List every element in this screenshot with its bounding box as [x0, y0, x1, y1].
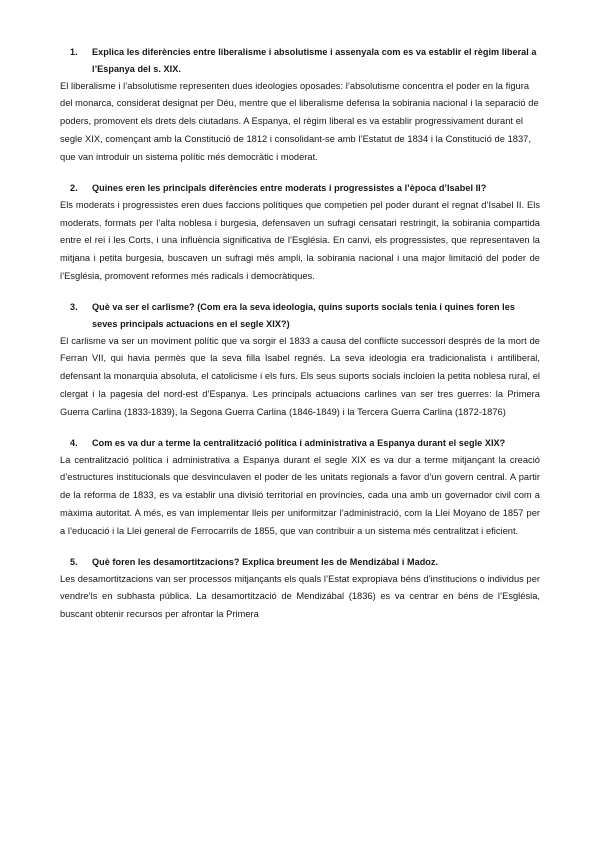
question-text-1: Explica les diferències entre liberalisme i absolutisme i assenyala com es va establir el règim liberal a l’Espanya del s. XIX.	[92, 47, 537, 74]
question-number-2: 2.	[70, 182, 78, 193]
answer-paragraph-5: Les desamortitzacions van ser processos mitjançants els quals l’Estat expropiava béns d’institucions o individus per vendre’ls en subhasta pública. La desamortització de Mendizábal (1836) es va centrar en béns de l’Església, buscant obtenir recursos per afrontar la Primera	[60, 573, 540, 620]
question-heading-3	[60, 299, 540, 333]
answer-paragraph-1: El liberalisme i l’absolutisme representen dues ideologies oposades: l’absolutisme concentra el poder en la figura del monarca, considerat designat per Déu, mentre que el liberalisme defensa la sobirania nacional i la separació de poders, promovent els drets dels ciutadans. A Espanya, el règim liberal es va establir progressivament durant el segle XIX, començant amb la Constitució de 1812 i consolidant-se amb l’Estatut de 1834 i la Constitució de 1837, que van introduir un sistema polític més democràtic i moderat.	[60, 80, 539, 162]
question-text-4: Com es va dur a terme la centralització política i administrativa a Espanya durant el segle XIX?	[92, 437, 506, 448]
document-body	[60, 44, 540, 624]
answer-paragraph-2: Els moderats i progressistes eren dues faccions polítiques que competien pel poder durant el regnat d’Isabel II. Els moderats, formats per l’alta noblesa i burgesia, defensaven un sufragi censatari restringit, la sobirania compartida entre el rei i les Corts, i una influència significativa de l’Església. En canvi, els progressistes, que representaven la mitjana i petita burgesia, buscaven un sufragi més ampli, la sobirania nacional i una major limitació del poder de l’Església, promovent reformes més radicals i democràtiques.	[60, 199, 540, 282]
question-text-2: Quines eren les principals diferències entre moderats i progressistes a l’època d’Isabel II?	[92, 182, 487, 193]
answer-paragraph-3: El carlisme va ser un moviment polític que va sorgir el 1833 a causa del conflicte successori després de la mort de Ferran VII, qui havia permès que la seva filla Isabel regnés. La seva ideologia era tradicionalista i antiliberal, defensant la monarquia absoluta, el catolicisme i els furs. Els seus suports socials incloien la petita noblesa rural, el clergat i la pagesia del nord-est d’Espanya. Les principals actuacions carlines van ser tres guerres: la Primera Guerra Carlina (1833-1839), la Segona Guerra Carlina (1846-1849) i la Tercera Guerra Carlina (1872-1876)	[60, 335, 540, 417]
answer-paragraph-4: La centralització política i administrativa a Espanya durant el segle XIX es va dur a terme mitjançant la creació d’estructures institucionals que desvinculaven el poder de les unitats regionals a favor d’un govern central. A partir de la reforma de 1833, es va establir una divisió territorial en províncies, cada una amb un governador civil com a màxima autoritat. A més, es van implementar lleis per uniformitzar l’administració, com la Llei Moyano de 1857 per a l’educació i la Llei general de Ferrocarrils de 1855, que van contribuir a un sistema més centralitzat i eficient.	[60, 454, 540, 536]
qa-block-3	[60, 299, 540, 422]
question-number-5: 5.	[70, 556, 78, 567]
qa-block-1	[60, 44, 540, 167]
qa-block-4	[60, 435, 540, 541]
question-number-3: 3.	[70, 301, 78, 312]
question-number-1: 1.	[70, 47, 78, 57]
question-heading-1	[60, 44, 540, 78]
qa-block-2	[60, 180, 540, 286]
qa-block-5	[60, 554, 540, 624]
question-heading-2	[60, 180, 540, 197]
question-number-4: 4.	[70, 437, 78, 448]
question-text-5: Què foren les desamortitzacions? Explica breument les de Mendizábal i Madoz.	[92, 556, 439, 567]
question-text-3: Què va ser el carlisme? (Com era la seva ideologia, quins suports socials tenia i quines foren les seves principals actuacions en el segle XIX?)	[92, 301, 515, 329]
question-heading-4	[60, 435, 540, 452]
question-heading-5	[60, 554, 540, 571]
